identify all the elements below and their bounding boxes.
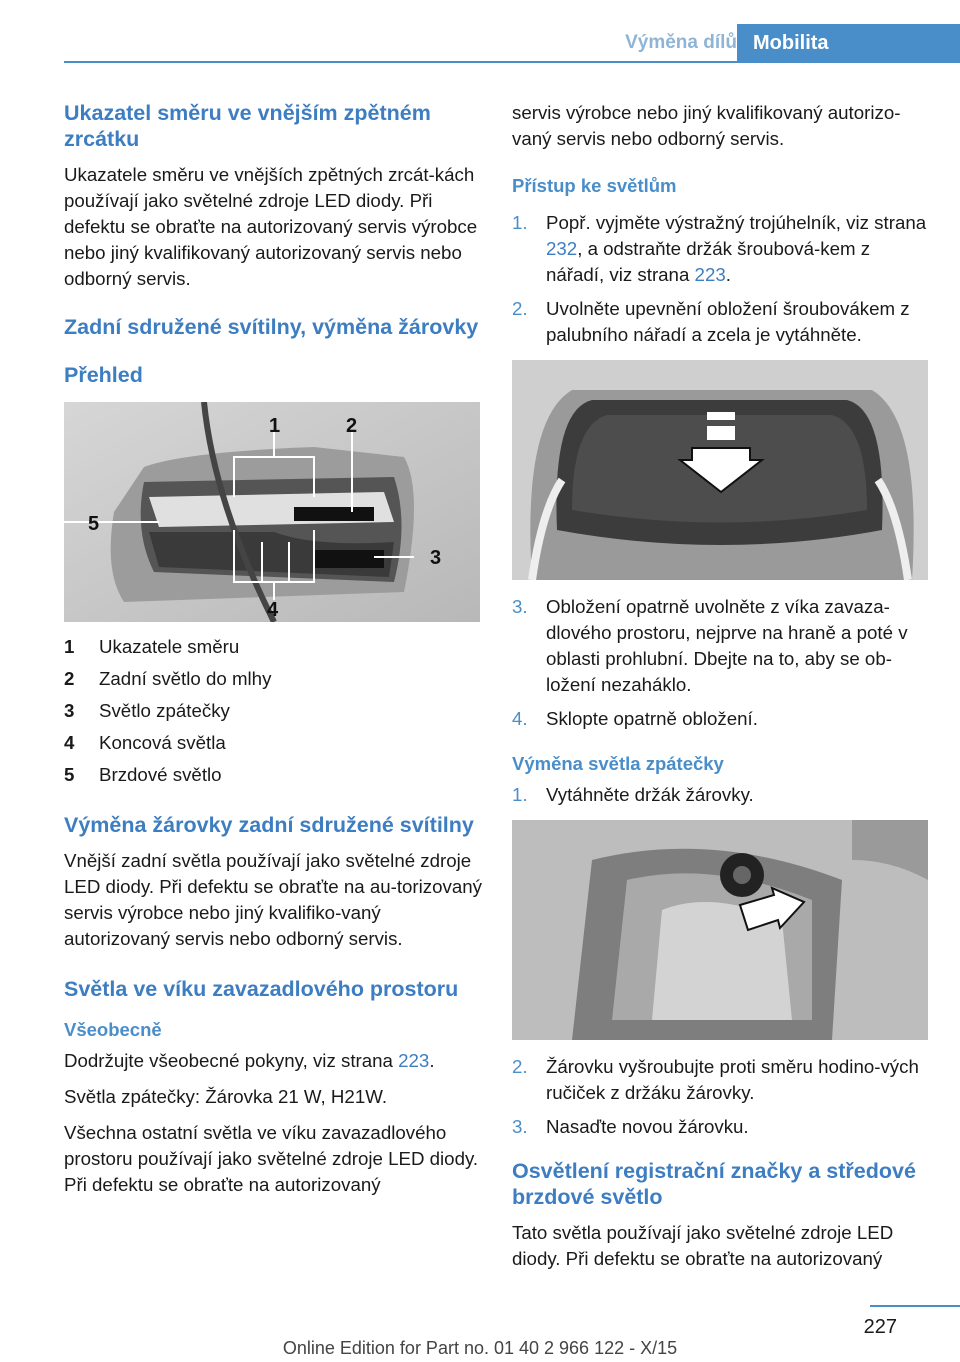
- legend-text: Koncová světla: [99, 732, 226, 753]
- legend-number: 3: [64, 700, 75, 721]
- list-item: [512, 782, 928, 808]
- edition-line: Online Edition for Part no. 01 40 2 966 122 - X/15: [282, 1338, 678, 1358]
- step-number: 2.: [512, 298, 528, 319]
- heading-general: Všeobecně: [64, 1019, 162, 1040]
- para-mirror-indicator: Ukazatele směru ve vnějších zpětných zrcát-kách používají jako světelné zdroje LED diody. Při defektu se obraťte na autorizovaný servis výrobce nebo jiný kvalifikovaný autorizovaný servis nebo odborný servis.: [64, 164, 478, 289]
- step-text: , a odstraňte držák šroubová-kem z nářadí, viz strana: [546, 238, 871, 285]
- figure-bulb-holder: [512, 820, 928, 1040]
- para-other-lights: Všechna ostatní světla ve víku zavazadlového prostoru používají jako světelné zdroje LED diody. Při defektu se obraťte na autorizovaný: [64, 1122, 479, 1195]
- legend-number: 5: [64, 764, 75, 785]
- figure-label-3: 3: [430, 547, 442, 569]
- step-number: 3.: [512, 1116, 528, 1137]
- legend-item: [64, 730, 482, 762]
- list-item: [512, 1054, 928, 1106]
- step-text: Vytáhněte držák žárovky.: [546, 784, 754, 805]
- step-number: 2.: [512, 1056, 528, 1077]
- heading-bulb-change: Výměna žárovky zadní sdružené svítilny: [64, 813, 474, 837]
- list-item: [512, 296, 928, 348]
- page-link-232[interactable]: 232: [546, 238, 578, 259]
- legend-text: Ukazatele směru: [99, 636, 240, 657]
- bulb-holder-illustration: [512, 820, 928, 1040]
- legend-item: [64, 762, 482, 794]
- para-general-text: Dodržujte všeobecné pokyny, viz strana: [64, 1050, 399, 1071]
- page-header: [0, 24, 960, 62]
- list-item: [512, 210, 928, 288]
- right-column: [512, 100, 928, 1282]
- figure-legend: [64, 634, 482, 794]
- trunk-lid-illustration: [512, 360, 928, 580]
- step-text: .: [725, 264, 731, 285]
- legend-item: [64, 666, 482, 698]
- step-number: 1.: [512, 212, 528, 233]
- heading-license-plate-light: Osvětlení registrační značky a středové brzdové světlo: [512, 1159, 916, 1209]
- footer-rule: [870, 1305, 960, 1307]
- access-steps-continued: [512, 594, 928, 732]
- legend-number: 1: [64, 636, 75, 657]
- heading-mirror-indicator: Ukazatel směru ve vnějším zpětném zrcátku: [64, 101, 431, 151]
- reverse-steps: [512, 782, 928, 808]
- step-text: Popř. vyjměte výstražný trojúhelník, viz strana: [546, 212, 927, 233]
- legend-text: Světlo zpátečky: [99, 700, 230, 721]
- legend-item: [64, 634, 482, 666]
- step-text: Žárovku vyšroubujte proti směru hodino-vých ručiček z držáku žárovky.: [546, 1056, 919, 1103]
- access-steps: [512, 210, 928, 348]
- para-bulb-spec: Světla zpátečky: Žárovka 21 W, H21W.: [64, 1086, 388, 1107]
- reverse-steps-continued: [512, 1054, 928, 1140]
- step-number: 3.: [512, 596, 528, 617]
- step-text: Sklopte opatrně obložení.: [546, 708, 758, 729]
- figure-rear-light-overview: [64, 402, 480, 622]
- left-column: [64, 100, 482, 1208]
- step-text: Nasaďte novou žárovku.: [546, 1116, 749, 1137]
- figure-label-2: 2: [346, 415, 358, 437]
- page-link-223[interactable]: 223: [694, 264, 726, 285]
- section-title: Výměna dílů: [625, 32, 737, 53]
- figure-trunk-lid: [512, 360, 928, 580]
- chapter-tab: Mobilita: [737, 24, 960, 62]
- heading-access: Přístup ke světlům: [512, 175, 677, 196]
- legend-text: Brzdové světlo: [99, 764, 222, 785]
- heading-reverse-light: Výměna světla zpátečky: [512, 753, 724, 774]
- figure-label-4: 4: [267, 599, 279, 621]
- header-rule: [64, 61, 960, 63]
- heading-trunk-lid-lights: Světla ve víku zavazadlového prostoru: [64, 977, 459, 1001]
- legend-text: Zadní světlo do mlhy: [99, 668, 272, 689]
- legend-number: 2: [64, 668, 75, 689]
- heading-overview: Přehled: [64, 363, 143, 387]
- page-number: 227: [863, 1316, 897, 1338]
- legend-item: [64, 698, 482, 730]
- list-item: [512, 706, 928, 732]
- figure-label-1: 1: [269, 415, 281, 437]
- legend-number: 4: [64, 732, 75, 753]
- step-text: Uvolněte upevnění obložení šroubovákem z palubního nářadí a zcela je vytáhněte.: [546, 298, 910, 345]
- rear-light-illustration: [64, 402, 480, 622]
- step-number: 4.: [512, 708, 528, 729]
- para-continued: servis výrobce nebo jiný kvalifikovaný autorizo-vaný servis nebo odborný servis.: [512, 102, 901, 149]
- para-license-plate-light: Tato světla používají jako světelné zdroje LED diody. Při defektu se obraťte na autorizovaný: [512, 1222, 894, 1269]
- list-item: [512, 594, 928, 698]
- figure-label-5: 5: [88, 513, 100, 535]
- para-bulb-change: Vnější zadní světla používají jako světelné zdroje LED diody. Při defektu se obraťte na au-torizovaný servis výrobce nebo jiný kvalifiko-vaný autorizovaný servis nebo odborný servis.: [64, 850, 483, 949]
- para-general-end: .: [429, 1050, 435, 1071]
- para-general: [64, 1048, 482, 1074]
- step-number: 1.: [512, 784, 528, 805]
- list-item: [512, 1114, 928, 1140]
- step-text: Obložení opatrně uvolněte z víka zavaza-dlového prostoru, nejprve na hraně a poté v oblasti prohlubní. Dbejte na to, aby se ob-ložení nezaháklo.: [546, 596, 908, 695]
- heading-rear-lights: Zadní sdružené svítilny, výměna žárovky: [64, 315, 479, 339]
- page-link-223[interactable]: 223: [398, 1050, 430, 1071]
